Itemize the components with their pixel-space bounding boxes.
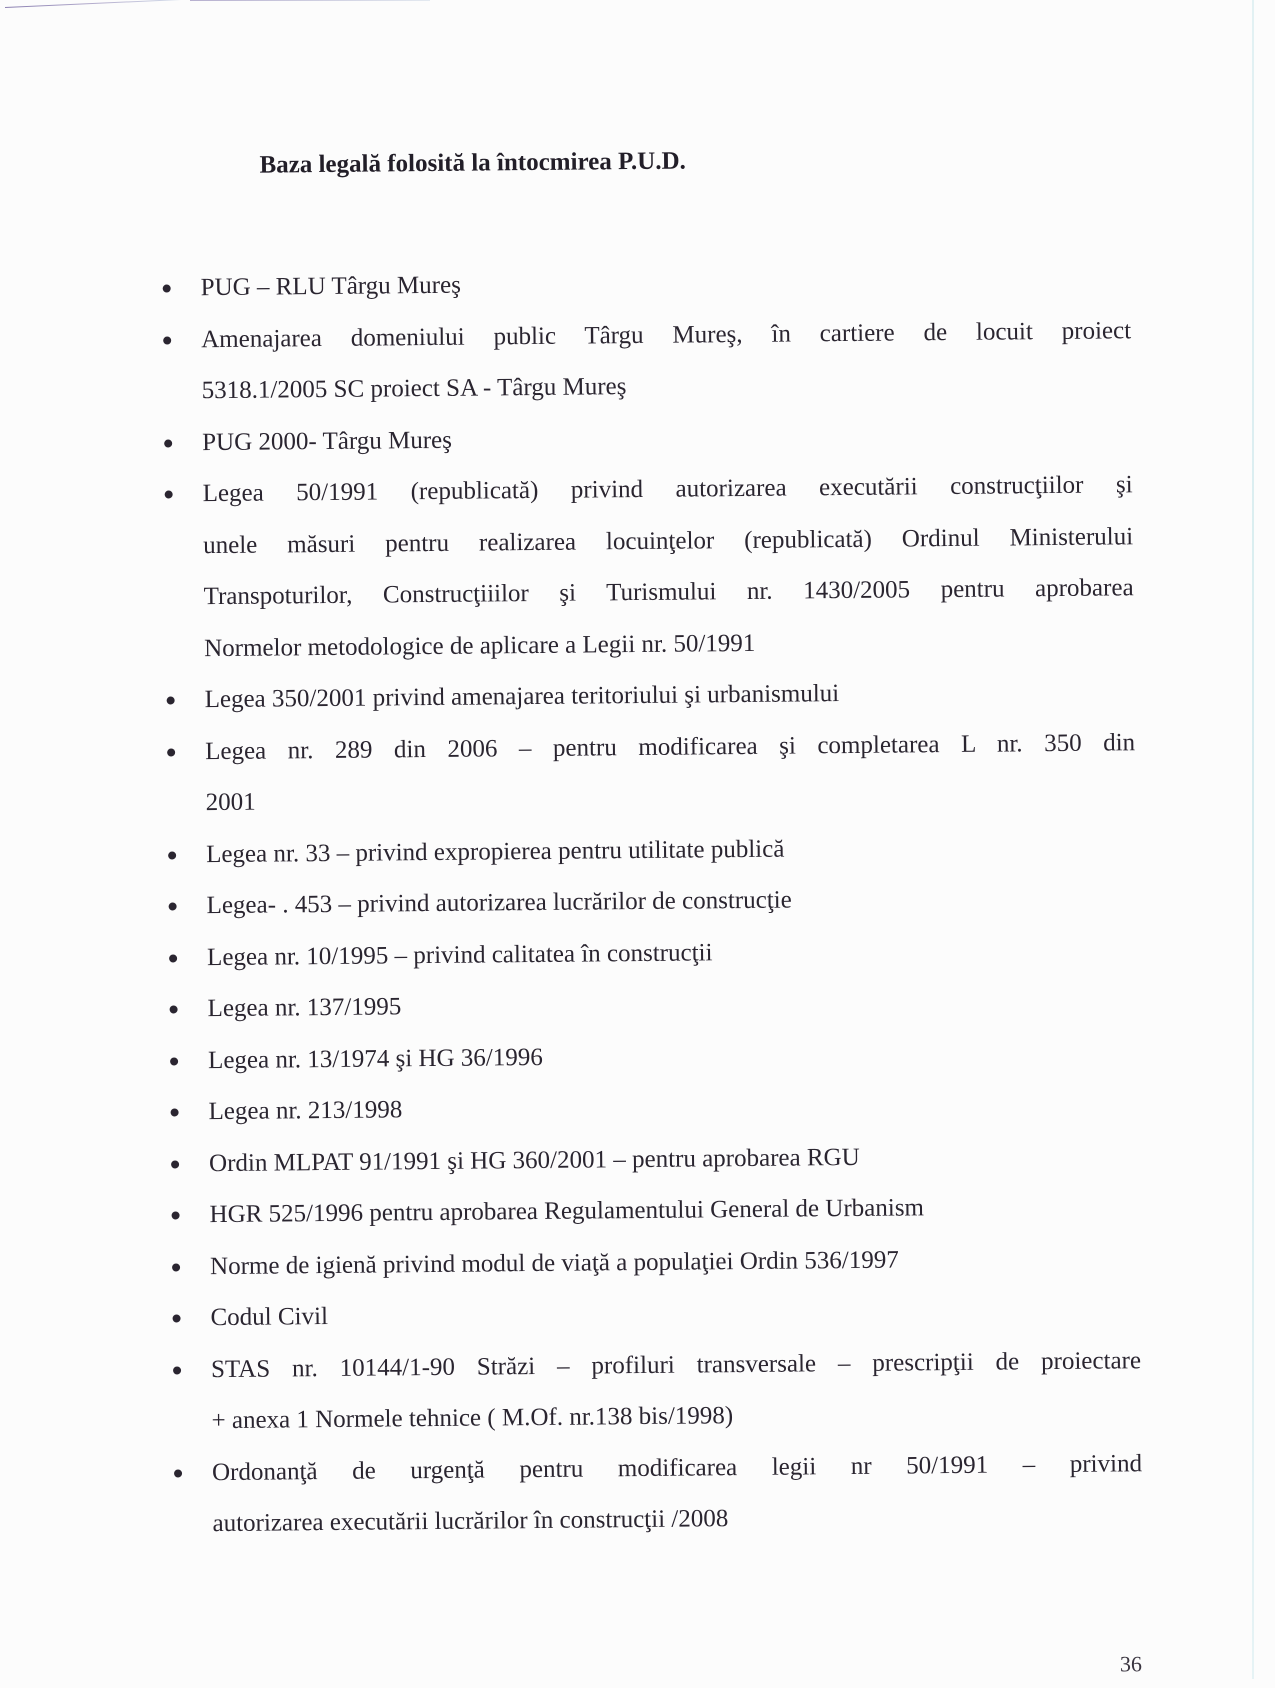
list-item — [164, 1283, 1144, 1344]
list-item-line: Legea nr. 213/1998 — [208, 1096, 403, 1126]
page-title: Baza legală folosită la întocmirea P.U.D. — [259, 147, 686, 179]
list-item-line: 5318.1/2005 SC proiect SA - Târgu Mureş — [201, 373, 627, 405]
bullet-icon — [173, 1366, 181, 1374]
list-item-line: Ordin MLPAT 91/1991 şi HG 360/2001 – pentru aprobarea RGU — [208, 1143, 860, 1177]
list-item — [163, 1180, 1143, 1241]
list-item-line: 2001 — [205, 788, 256, 817]
scan-edge-artifact — [190, 0, 430, 1]
bullet-icon — [173, 1314, 181, 1322]
list-item-line: PUG – RLU Târgu Mureş — [200, 271, 461, 302]
list-item-line: Transpoturilor, Construcţiiilor şi Turismului nr. 1430/2005 pentru aprobarea — [203, 574, 1134, 611]
list-item-line: Legea nr. 10/1995 – privind calitatea în construcţii — [206, 938, 713, 971]
list-item-line: + anexa 1 Normele tehnice ( M.Of. nr.138 bis/1998) — [211, 1402, 734, 1435]
list-item — [158, 665, 1138, 726]
list-item — [154, 253, 1134, 314]
list-item-line: Legea 50/1991 (republicată) privind autorizarea executării construcţiilor şi — [202, 471, 1133, 508]
page-number: 36 — [1119, 1651, 1143, 1677]
bullet-icon — [169, 902, 177, 910]
list-item-line: HGR 525/1996 pentru aprobarea Regulamentului General de Urbanism — [209, 1194, 925, 1229]
list-item — [162, 1077, 1142, 1138]
list-item — [164, 1232, 1144, 1293]
bullet-icon — [171, 1160, 179, 1168]
bullet-icon — [167, 696, 175, 704]
list-item-line: PUG 2000- Târgu Mureş — [202, 426, 453, 456]
legal-basis-list — [154, 253, 1146, 1550]
bullet-icon — [172, 1263, 180, 1271]
list-item-line: Legea nr. 289 din 2006 – pentru modificarea şi completarea L nr. 350 din — [204, 728, 1136, 765]
list-item-line: unele măsuri pentru realizarea locuinţelor (republicată) Ordinul Ministerului — [203, 522, 1134, 559]
bullet-icon — [169, 954, 177, 962]
list-item — [161, 974, 1141, 1035]
list-item-line: STAS nr. 10144/1-90 Străzi – profiluri transversale – prescripţii de proiectare — [210, 1346, 1142, 1383]
bullet-icon — [168, 851, 176, 859]
list-item — [160, 820, 1140, 881]
bullet-icon — [163, 284, 171, 292]
list-item-line: Legea nr. 13/1974 şi HG 36/1996 — [207, 1043, 543, 1074]
list-item-line: Ordonanţă de urgenţă pentru modificarea legii nr 50/1991 – privind — [211, 1449, 1143, 1486]
list-item-line: Normelor metodologice de aplicare a Legii nr. 50/1991 — [204, 629, 756, 662]
list-item-line: autorizarea executării lucrărilor în construcţii /2008 — [212, 1505, 729, 1538]
bullet-icon — [170, 1057, 178, 1065]
bullet-icon — [164, 439, 172, 447]
list-item-line: Norme de igienă privind modul de viaţă a populaţiei Ordin 536/1997 — [209, 1246, 899, 1280]
list-item-line: Legea nr. 33 – privind expropierea pentru utilitate publică — [205, 835, 785, 868]
list-item — [163, 1129, 1143, 1190]
list-item — [160, 871, 1140, 932]
list-item — [165, 1335, 1146, 1447]
list-item — [159, 717, 1140, 829]
list-item-line: Legea 350/2001 privind amenajarea teritoriului şi urbanismului — [204, 680, 840, 714]
list-item — [166, 1438, 1147, 1550]
list-item-line: Legea- . 453 – privind autorizarea lucrărilor de construcţie — [206, 886, 792, 920]
list-item-line: Amenajarea domeniului public Târgu Mureş, în cartiere de locuit proiect — [201, 316, 1132, 353]
list-item — [162, 1026, 1142, 1087]
list-item-line: Legea nr. 137/1995 — [207, 993, 402, 1023]
list-item — [156, 459, 1138, 674]
list-item-line: Codul Civil — [210, 1303, 329, 1332]
bullet-icon — [165, 490, 173, 498]
bullet-icon — [171, 1108, 179, 1116]
bullet-icon — [170, 1005, 178, 1013]
bullet-icon — [174, 1469, 182, 1477]
bullet-icon — [167, 748, 175, 756]
list-item — [161, 923, 1141, 984]
bullet-icon — [172, 1211, 180, 1219]
list-item — [155, 305, 1136, 417]
list-item — [156, 408, 1136, 469]
bullet-icon — [163, 336, 171, 344]
